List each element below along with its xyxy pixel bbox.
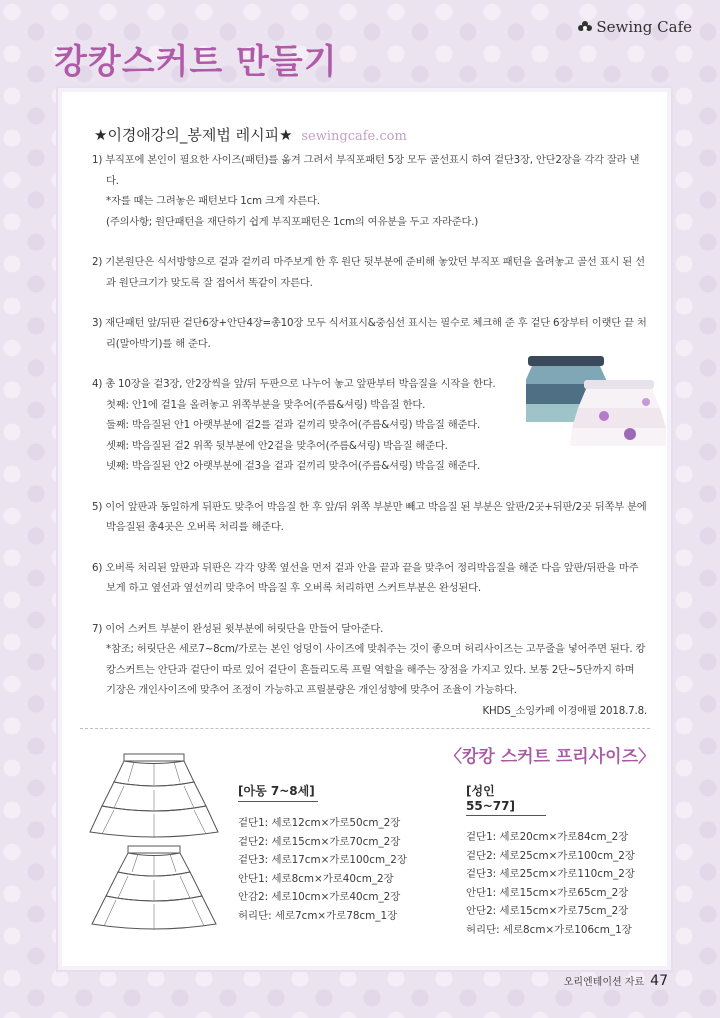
skirt-sketch-kids	[84, 750, 224, 840]
step-1: 1) 부직포에 본인이 필요한 사이즈(패턴)를 옮겨 그려서 부직포패턴 5장 모두 골선표시 하여 겉단3장, 안단2장을 각각 잘라 낸다.	[92, 154, 640, 187]
step-4: 4) 총 10장을 겉3장, 안2장씩을 앞/뒤 두판으로 나누어 놓고 앞판부터 박음질을 시작을 한다.	[92, 378, 496, 390]
brand-name: Sewing Cafe	[596, 18, 692, 36]
page-title: 캉캉스커트 만들기	[54, 42, 338, 82]
size-section-title: 〈캉캉 스커트 프리사이즈〉	[444, 747, 655, 767]
recipe-card	[62, 92, 667, 966]
signature: KHDS_소잉카페 이경애필 2018.7.8.	[482, 704, 647, 717]
kids-heading: [아동 7~8세]	[238, 782, 318, 802]
recipe-heading: ★이경애강의_봉제법 레시피★	[94, 126, 293, 144]
adult-heading: [성인 55~77]	[466, 782, 546, 816]
list-item: 안감2: 세로10cm×가로40cm_2장	[238, 891, 401, 903]
flower-icon	[577, 20, 593, 34]
step-3: 3) 재단패턴 앞/뒤판 겉단6장+안단4장=총10장 모두 식서표시&중심선 표시는 필수로 체크해 준 후 겉단 6장부터 이랫단 끝 처리(말아박기)를 해 준다.	[92, 317, 647, 350]
list-item: 허리단: 세로7cm×가로78cm_1장	[238, 909, 398, 922]
list-item: 안단2: 세로15cm×가로75cm_2장	[466, 905, 629, 917]
list-item: 허리단: 세로8cm×가로106cm_1장	[466, 923, 632, 936]
site-url: sewingcafe.com	[301, 129, 407, 144]
list-item: 겉단3: 세로17cm×가로100cm_2장	[238, 854, 407, 866]
list-item: 안단1: 세로8cm×가로40cm_2장	[238, 872, 394, 885]
list-item: 겉단1: 세로20cm×가로84cm_2장	[466, 831, 629, 843]
section-divider	[80, 728, 650, 729]
page-number: 47	[650, 973, 668, 989]
skirt-photo	[526, 354, 666, 446]
step-4-note: 첫째: 안1에 겉1을 올려놓고 위쪽부분을 맞추어(주름&셔링) 박음질 한다.	[106, 398, 426, 411]
size-list-adult	[466, 782, 635, 939]
step-1-note: (주의사항; 원단패턴을 재단하기 쉽게 부직포패턴은 1cm의 여유분을 두고 자라준다.)	[106, 215, 479, 228]
list-item: 겉단2: 세로15cm×가로70cm_2장	[238, 835, 401, 848]
brand-logo	[577, 18, 692, 36]
skirt-sketch-adult	[84, 842, 224, 932]
list-item: 겉단3: 세로25cm×가로110cm_2장	[466, 868, 635, 880]
step-4-note: 넷째: 박음질된 안2 아랫부분에 겉3을 겉과 겉끼리 맞추어(주름&셔링) 박음질 해준다.	[106, 460, 481, 472]
step-6: 6) 오버록 처리된 앞판과 뒤판은 각각 양쪽 옆선을 먼저 겉과 안을 끝과 끝을 맞추어 정리박음질을 해준 다음 앞판/뒤판을 마주보게 하고 옆선과 옆선끼리 맞추어 박음질 후 오버록 처리하면 스커트부분은 완성된다.	[92, 561, 639, 594]
list-item: 안단1: 세로15cm×가로65cm_2장	[466, 886, 629, 899]
size-list-kids	[238, 782, 407, 925]
step-1-note: *자를 때는 그려놓은 패턴보다 1cm 크게 자른다.	[106, 195, 320, 207]
recipe-heading-row	[94, 124, 407, 145]
footer-label: 오리엔테이션 자료	[563, 977, 645, 988]
step-2: 2) 기본원단은 식서방향으로 겉과 겉끼리 마주보게 한 후 원단 뒷부분에 준비해 놓았던 부직포 패턴을 올려놓고 골선 표시 된 선과 원단크기가 맞도록 잘 접어서 똑같이 자른다.	[92, 256, 645, 289]
step-5: 5) 이어 앞판과 동일하게 뒤판도 맞추어 박음질 한 후 앞/뒤 위쪽 부분만 빼고 박음질 된 부분은 앞판/2곳+뒤판/2곳 뒤쪽부 분에 박음질된 총4곳은 오버록 처리를 해준다.	[92, 500, 647, 533]
step-7: 7) 이어 스커트 부분이 완성된 윗부분에 허릿단을 만들어 달아준다.	[92, 622, 384, 635]
page-footer	[564, 973, 668, 989]
step-7-note: *참조; 허릿단은 세로7~8cm/가로는 본인 엉덩이 사이즈에 맞춰주는 것이 좋으며 허리사이즈는 고무줄을 넣어주면 된다. 캉캉스커트는 안단과 겉단이 따로 있어 겉단이 흔들리도록 프릴 역할을 해주는 장점을 가지고 있다. 보통 2단~5단까지 하며 기장은 개인사이즈에 맞추어 조정이 가능하고 프릴분량은 개인성향에 맞추어 조율이 가능하다.	[106, 643, 646, 696]
list-item: 겉단1: 세로12cm×가로50cm_2장	[238, 817, 401, 829]
step-4-note: 셋째: 박음질된 겉2 위쪽 뒷부분에 안2겉을 맞추어(주름&셔링) 박음질 해준다.	[106, 439, 448, 452]
step-4-note: 둘째: 박음질된 안1 아랫부분에 겉2를 겉과 겉끼리 맞추어(주름&셔링) 박음질 해준다.	[106, 419, 481, 431]
list-item: 겉단2: 세로25cm×가로100cm_2장	[466, 849, 635, 862]
